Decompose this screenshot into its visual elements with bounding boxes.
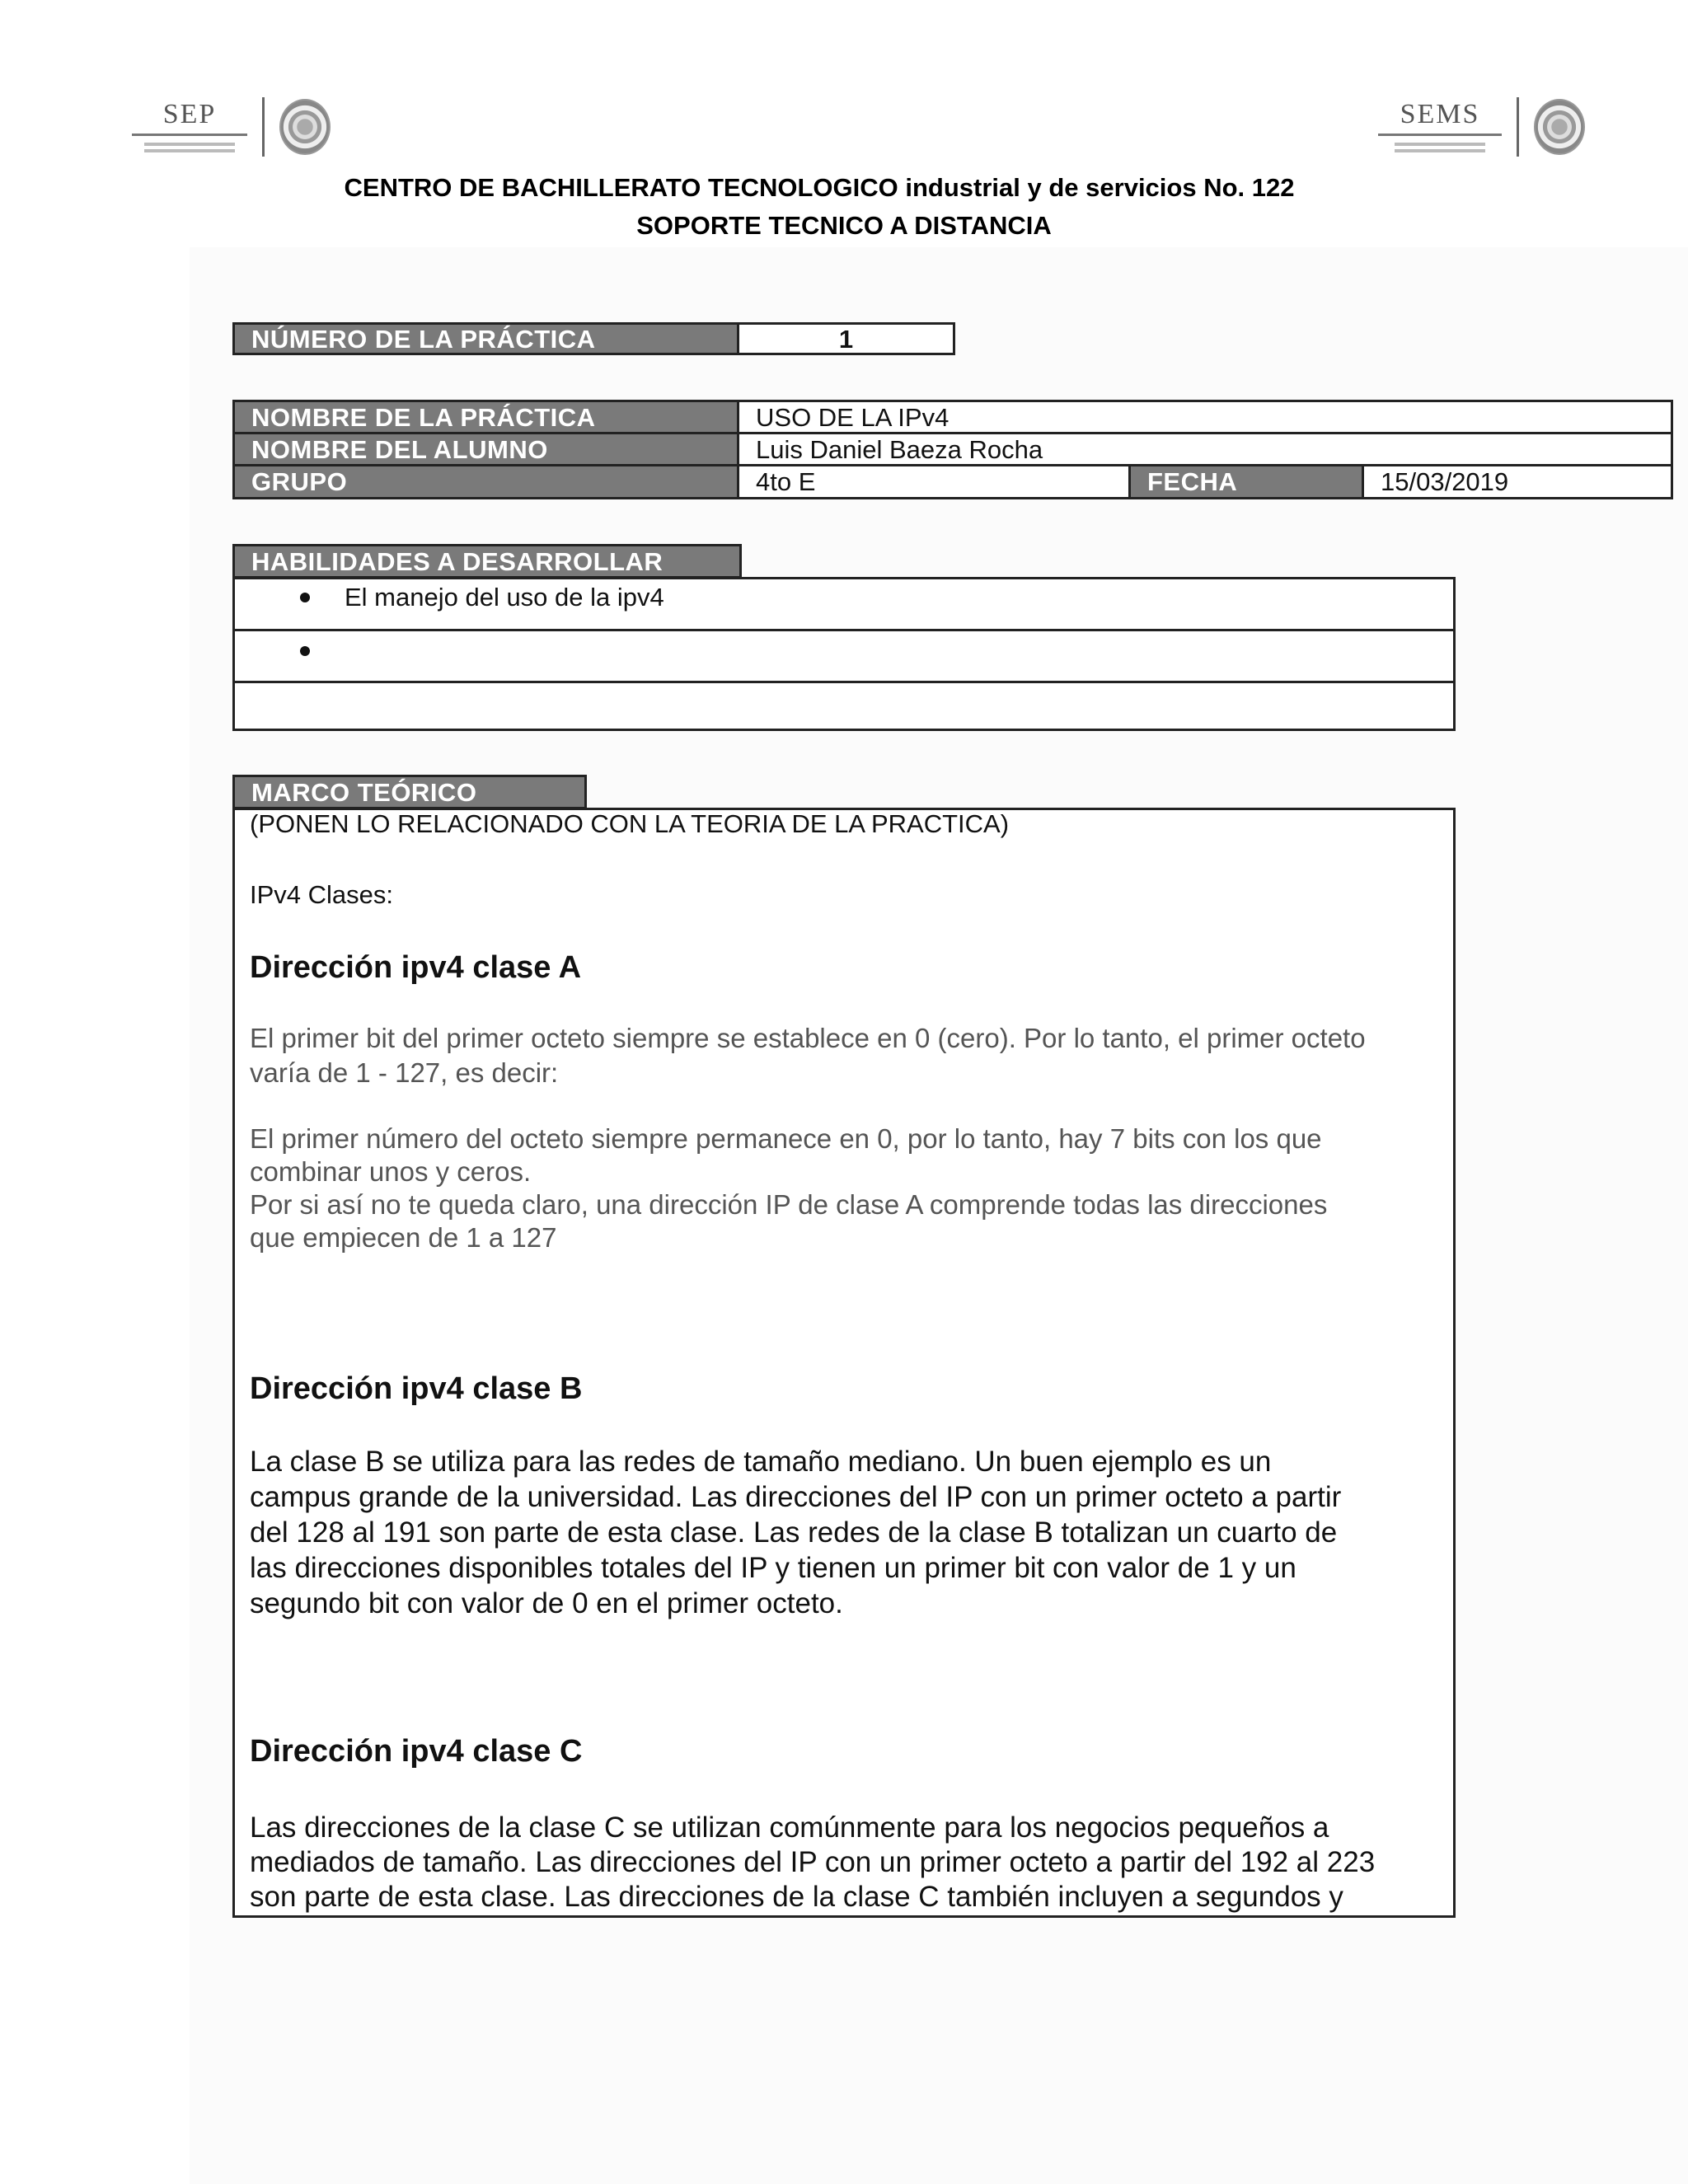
school-title: CENTRO DE BACHILLERATO TECNOLOGICO industrial y de servicios No. 122 <box>344 173 1295 202</box>
sep-logo-text: SEP <box>162 98 217 129</box>
sems-logo <box>1378 97 1585 157</box>
class-c-heading: Dirección ipv4 clase C <box>250 1734 583 1769</box>
class-c-line: mediados de tamaño. Las direcciones del IP con un primer octeto a partir del 192 al 223 <box>250 1846 1376 1878</box>
class-c-line: son parte de esta clase. Las direcciones de la clase C también incluyen a segundos y <box>250 1881 1343 1913</box>
class-a-line: El primer número del octeto siempre permanece en 0, por lo tanto, hay 7 bits con los que <box>250 1123 1322 1154</box>
class-b-line: las direcciones disponibles totales del IP y tienen un primer bit con valor de 1 y un <box>250 1552 1296 1584</box>
mexico-seal-icon <box>279 99 331 155</box>
course-title: SOPORTE TECNICO A DISTANCIA <box>636 211 1052 240</box>
skill-item: El manejo del uso de la ipv4 <box>300 581 664 614</box>
student-name-label: NOMBRE DEL ALUMNO <box>232 432 739 466</box>
theory-intro: IPv4 Clases: <box>250 880 394 909</box>
group-label: GRUPO <box>232 464 739 499</box>
practice-number-label: NÚMERO DE LA PRÁCTICA <box>232 322 739 355</box>
practice-name-label: NOMBRE DE LA PRÁCTICA <box>232 400 739 434</box>
group-value: 4to E <box>737 464 1131 499</box>
sems-logo-text: SEMS <box>1400 98 1480 129</box>
class-b-line: del 128 al 191 son parte de esta clase. Las redes de la clase B totalizan un cuarto de <box>250 1516 1338 1549</box>
theory-label: MARCO TEÓRICO <box>232 775 587 809</box>
practice-number-value: 1 <box>737 322 955 355</box>
class-a-line: que empiecen de 1 a 127 <box>250 1222 557 1253</box>
date-value: 15/03/2019 <box>1362 464 1673 499</box>
class-b-line: La clase B se utiliza para las redes de tamaño mediano. Un buen ejemplo es un <box>250 1446 1272 1478</box>
student-name-value: Luis Daniel Baeza Rocha <box>737 432 1673 466</box>
class-b-line: campus grande de la universidad. Las direcciones del IP con un primer octeto a partir <box>250 1481 1342 1513</box>
class-a-line: Por si así no te queda claro, una dirección IP de clase A comprende todas las direcciones <box>250 1189 1328 1220</box>
class-a-line: varía de 1 - 127, es decir: <box>250 1057 559 1088</box>
sep-logo <box>132 97 331 157</box>
skill-item <box>300 635 345 668</box>
date-label: FECHA <box>1128 464 1364 499</box>
class-c-line: Las direcciones de la clase C se utilizan comúnmente para los negocios pequeños a <box>250 1811 1329 1844</box>
class-a-line: combinar unos y ceros. <box>250 1156 532 1187</box>
class-a-heading: Dirección ipv4 clase A <box>250 950 582 985</box>
class-a-line: El primer bit del primer octeto siempre se establece en 0 (cero). Por lo tanto, el primer octeto <box>250 1023 1366 1053</box>
skills-label: HABILIDADES A DESARROLLAR <box>232 544 742 579</box>
class-b-line: segundo bit con valor de 0 en el primer octeto. <box>250 1587 843 1619</box>
class-b-heading: Dirección ipv4 clase B <box>250 1371 583 1406</box>
theory-note: (PONEN LO RELACIONADO CON LA TEORIA DE LA PRACTICA) <box>250 809 1010 838</box>
practice-name-value: USO DE LA IPv4 <box>737 400 1673 434</box>
mexico-seal-icon <box>1534 99 1585 155</box>
